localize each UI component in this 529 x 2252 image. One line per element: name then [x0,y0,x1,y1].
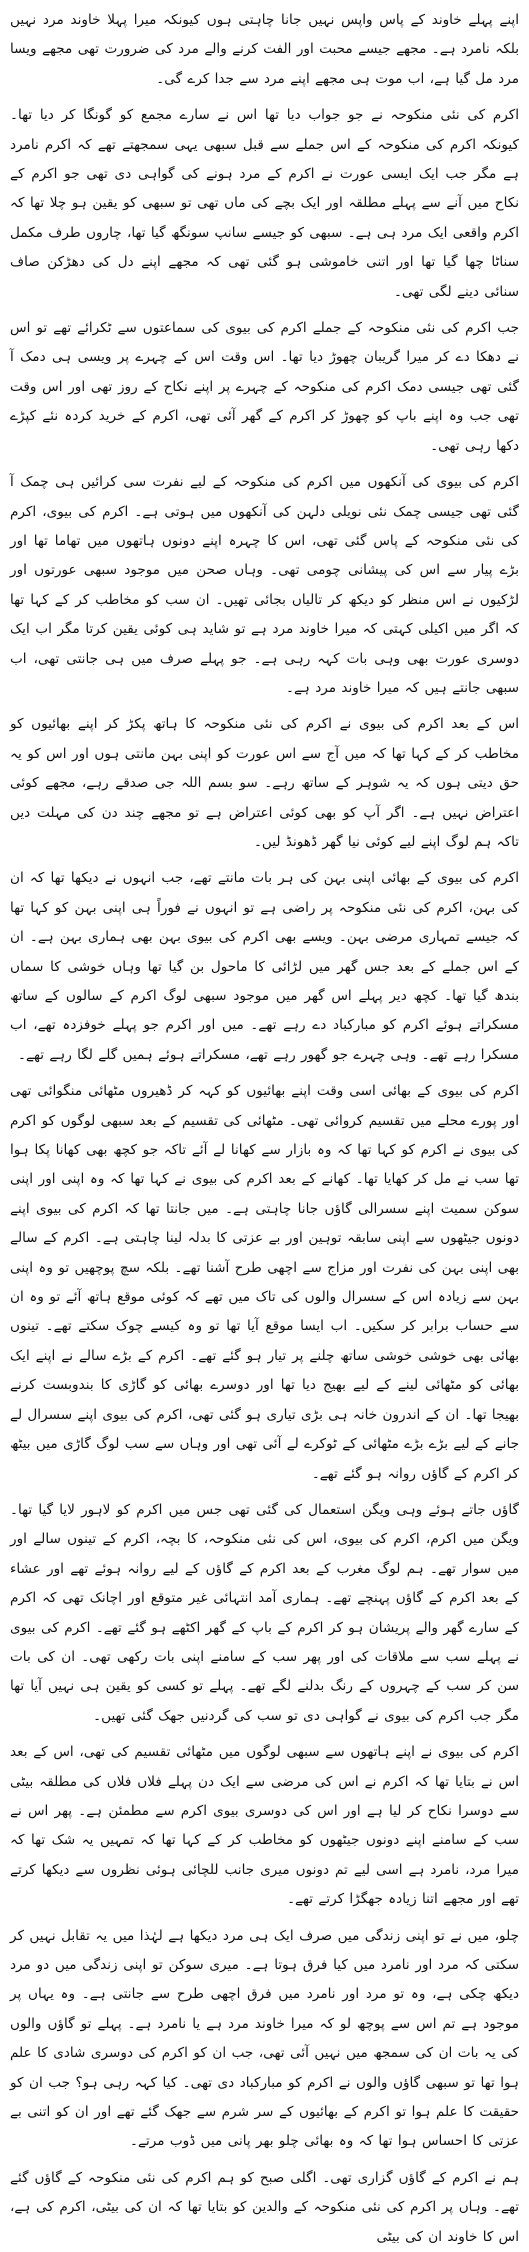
paragraph: اکرم کی بیوی کے بھائی اپنی بہن کی ہر بات مانتے تھے، جب انہوں نے دیکھا تھا کہ ان کی بہن، اکرم کی نئی منکوحہ پر راضی ہے تو انہوں نے فوراً ہی اپنی بہن کو کہا تھا کہ جیسے تمہاری مرضی بہن۔ ویسے بھی اکرم کی بیوی بہن بھی ہماری بہن ہے۔ ان کے اس جملے کے بعد جس گھر میں لڑائی کا ماحول بن گیا تھا وہاں خوشی کا سماں بندھ گیا تھا۔ کچھ دیر پہلے اس گھر میں موجود سبھی لوگ اکرم کے سالوں کے ساتھ مسکراتے ہوئے اکرم کو مبارکباد دے رہے تھے۔ میں اور اکرم جو پہلے خوفزدہ تھے، اب مسکرا رہے تھے۔ وہی چہرے جو گھور رہے تھے، مسکراتے ہوئے ہمیں گلے لگا رہے تھے۔ [10,870,519,1063]
paragraph: اکرم کی نئی منکوحہ نے جو جواب دیا تھا اس نے سارے مجمع کو گونگا کر دیا تھا۔ کیونکہ اکرم کی منکوحہ کے اس جملے سے قبل سبھی یہی سمجھتے تھے کہ اکرم نامرد ہے مگر جب ایک ایسی عورت نے اکرم کے مرد ہونے کی گواہی دی تھی جو اکرم کے نکاح میں آنے سے پہلے مطلقہ اور ایک بچے کی ماں تھی تو سبھی کو یقین ہو چلا تھا کہ اکرم واقعی ایک مرد ہی ہے۔ سبھی کو جیسے سانپ سونگھ گیا تھا، چاروں طرف مکمل سناٹا چھا گیا تھا اور اتنی خاموشی ہو گئی تھی کہ مجھے اپنے دل کی دھڑکن صاف سنائی دینے لگی تھی۔ [10,107,519,300]
paragraph: اکرم کی بیوی کے بھائی اسی وقت اپنے بھائیوں کو کہہ کر ڈھیروں مٹھائی منگوائی تھی اور پورے محلے میں تقسیم کروائی تھی۔ مٹھائی کی تقسیم کے بعد سبھی لوگوں کو اکرم کی بیوی نے اکرم کو کہا تھا کہ وہ بازار سے کھانا لے آئے تاکہ جو کچھ بھی کھانا پکا ہوا تھا سب نے مل کر کھایا تھا۔ کھانے کے بعد اکرم کی بیوی نے کہا تھا کہ وہ اپنی اور اپنی سوکن سمیت اپنے سسرالی گاؤں جانا چاہتی ہے۔ میں جانتا تھا کہ اکرم کی بیوی اپنے دونوں جیٹھوں سے اپنی سابقہ توہین اور بے عزتی کا بدلہ لینا چاہتی ہے۔ اکرم کے سالے بھی اپنی بہن کی نفرت اور مزاج سے اچھی طرح آشنا تھے۔ بلکہ سچ پوچھیں تو وہ اپنی بہن سے زیادہ اس کے سسرال والوں کی تاک میں تھے کہ کوئی موقع ہاتھ آئے تو وہ ان سے حساب برابر کر سکیں۔ اب ایسا موقع آیا تھا تو وہ کیسے چوک سکتے تھے۔ تینوں بھائی بھی خوشی خوشی ساتھ چلنے پر تیار ہو گئے تھے۔ اکرم کے بڑے سالے نے اپنے ایک بھائی کو مٹھائی لینے کے لیے بھیج دیا تھا اور دوسرے بھائی کو گاڑی کا بندوبست کرنے بھیجا تھا۔ ان کے اندرون خانہ ہی بڑی تیاری ہو گئی تھی، اکرم کی بیوی اپنے سسرال لے جانے کے لیے بڑے بڑے مٹھائی کے ٹوکرے لے آئی تھی اور وہاں سے سب لوگ گاڑی میں بیٹھ کر اکرم کے گاؤں روانہ ہو گئے تھے۔ [9,1083,519,1482]
paragraph: ہم نے اکرم کے گاؤں گزاری تھی۔ اگلی صبح کو ہم اکرم کی نئی منکوحہ کے گاؤں گئے تھے۔ وہاں پر اکرم کی نئی منکوحہ کے والدین کو بتایا تھا کہ ان کی بیٹی، اکرم کی ہے، اس کا خاوند ان کی بیٹی [10,2169,519,2245]
paragraph: اپنے پہلے خاوند کے پاس واپس نہیں جانا چاہتی ہوں کیونکہ میرا پہلا خاوند مرد نہیں بلکہ نامرد ہے۔ مجھے جیسے محبت اور الفت کرنے والے مرد کی ضرورت تھی مجھے ویسا مرد مل گیا ہے، اب موت ہی مجھے اپنے مرد سے جدا کرے گی۔ [10,12,519,87]
paragraph: جب اکرم کی نئی منکوحہ کے جملے اکرم کی بیوی کی سماعتوں سے ٹکرائے تھے تو اس نے دھکا دے کر میرا گریبان چھوڑ دیا تھا۔ اس وقت اس کے چہرے پر ویسی ہی دمک آ گئی تھی جیسی دمک اکرم کی منکوحہ کے چہرے پر اپنے نکاح کے روز تھی اور اس وقت تھی جب وہ اپنے باپ کو چھوڑ کر اکرم کے گھر آئی تھی، اکرم کے خرید کردہ نئے کپڑے دکھا رہی تھی۔ [10,320,519,454]
paragraph: اس کے بعد اکرم کی بیوی نے اکرم کی نئی منکوحہ کا ہاتھ پکڑ کر اپنے بھائیوں کو مخاطب کر کے کہا تھا کہ میں آج سے اس عورت کو اپنی بہن مانتی ہوں اور اس کو یہ حق دیتی ہوں کہ یہ شوہر کے ساتھ رہے۔ سو بسم اللہ جی صدقے رہے، مجھے کوئی اعتراض نہیں ہے۔ اگر آپ کو بھی کوئی اعتراض ہے تو مجھے چند دن کی مہلت دیں تاکہ ہم لوگ اپنے لیے کوئی نیا گھر ڈھونڈ لیں۔ [10,716,519,850]
paragraph: اکرم کی بیوی نے اپنے ہاتھوں سے سبھی لوگوں میں مٹھائی تقسیم کی تھی، اس کے بعد اس نے بتایا تھا کہ اکرم نے اس کی مرضی سے ایک دن پہلے فلاں فلاں کی مطلقہ بیٹی سے دوسرا نکاح کر لیا ہے اور اس کی دوسری بیوی اکرم سے مطمئن ہے۔ پھر اس نے سب کے سامنے اپنے دونوں جیٹھوں کو مخاطب کر کے کہا تھا کہ تمہیں یہ شک تھا کہ میرا مرد، نامرد ہے اسی لیے تم دونوں میری جانب للچائی ہوئی نظروں سے دیکھا کرتے تھے اور مجھے اتنا زیادہ جھگڑا کرتے تھے۔ [10,1744,519,1908]
paragraph: گاؤں جاتے ہوئے وہی ویگن استعمال کی گئی تھی جس میں اکرم کو لاہور لایا گیا تھا۔ ویگن میں اکرم، اکرم کی بیوی، اس کی نئی منکوحہ، کا بچہ، اکرم کے تینوں سالے اور میں سوار تھے۔ ہم لوگ مغرب کے بعد اکرم کے گاؤں کے لیے روانہ ہوئے تھے اور عشاء کے بعد اکرم کے گاؤں پہنچے تھے۔ ہماری آمد انتہائی غیر متوقع اور اچانک تھی کہ اکرم کے سارے گھر والے پریشان ہو کر اکرم کے باپ کے گھر اکٹھے ہو گئے تھے۔ اکرم کی بیوی نے پہلے سب سے ملاقات کی اور پھر سب کے سامنے اپنی بات رکھی تھی۔ ان کی بات سن کر سب کے چہروں کے رنگ بدلنے لگے تھے۔ پہلے تو کسی کو یقین ہی نہیں آیا تھا مگر جب اکرم کی بیوی نے گواہی دی تو سب کی گردنیں جھک گئی تھیں۔ [10,1501,519,1724]
paragraph: اکرم کی بیوی کی آنکھوں میں اکرم کی منکوحہ کے لیے نفرت سی کرائیں ہی چمک آ گئی تھی جیسی چمک نئی نویلی دلہن کی آنکھوں میں ہوتی ہے۔ اکرم کی بیوی، اکرم کی نئی منکوحہ کے پاس گئی تھی، اس کا چہرہ اپنے دونوں ہاتھوں میں تھاما تھا اور بڑے پیار سے اس کی پیشانی چومی تھی۔ وہاں صحن میں موجود سبھی عورتوں اور لڑکیوں نے اس منظر کو دیکھ کر تالیاں بجائی تھیں۔ ان سب کو مخاطب کر کے کہا تھا کہ اگر میں اکیلی کہتی کہ میرا خاوند مرد ہے تو شاید ہی کوئی یقین کرتا مگر اب ایک دوسری عورت بھی وہی بات کہہ رہی ہے۔ جو پہلے صرف میں ہی جانتی تھی، اب سبھی جانتے ہیں کہ میرا خاوند مرد ہے۔ [10,474,519,696]
paragraph: چلو، میں نے تو اپنی زندگی میں صرف ایک ہی مرد دیکھا ہے لہٰذا میں یہ تقابل نہیں کر سکتی کہ مرد اور نامرد میں کیا فرق ہوتا ہے۔ میری سوکن تو اپنی زندگی میں دو مرد دیکھ چکی ہے، وہ تو مرد اور نامرد میں فرق اچھی طرح سے جانتی ہے۔ وہ یہاں پر موجود ہے تم اس سے پوچھ لو کہ میرا خاوند مرد ہے یا نامرد ہے۔ پہلے تو گاؤں والوں کی یہ بات ان کی سمجھ میں نہیں آئی تھی، جب ان کو اکرم کی دوسری شادی کا علم ہوا تھا تو سبھی گاؤں والوں نے اکرم کو مبارکباد دی تھی۔ کیا کہہ رہی ہو؟ جب ان کو حقیقت کا علم ہوا تو اکرم کے بھائیوں کے سر شرم سے جھک گئے تھے اور ان کو اتنی بے عزتی کا احساس ہوا تھا کہ وہ بھائی چلو بھر پانی میں ڈوب مرتے۔ [10,1927,519,2150]
